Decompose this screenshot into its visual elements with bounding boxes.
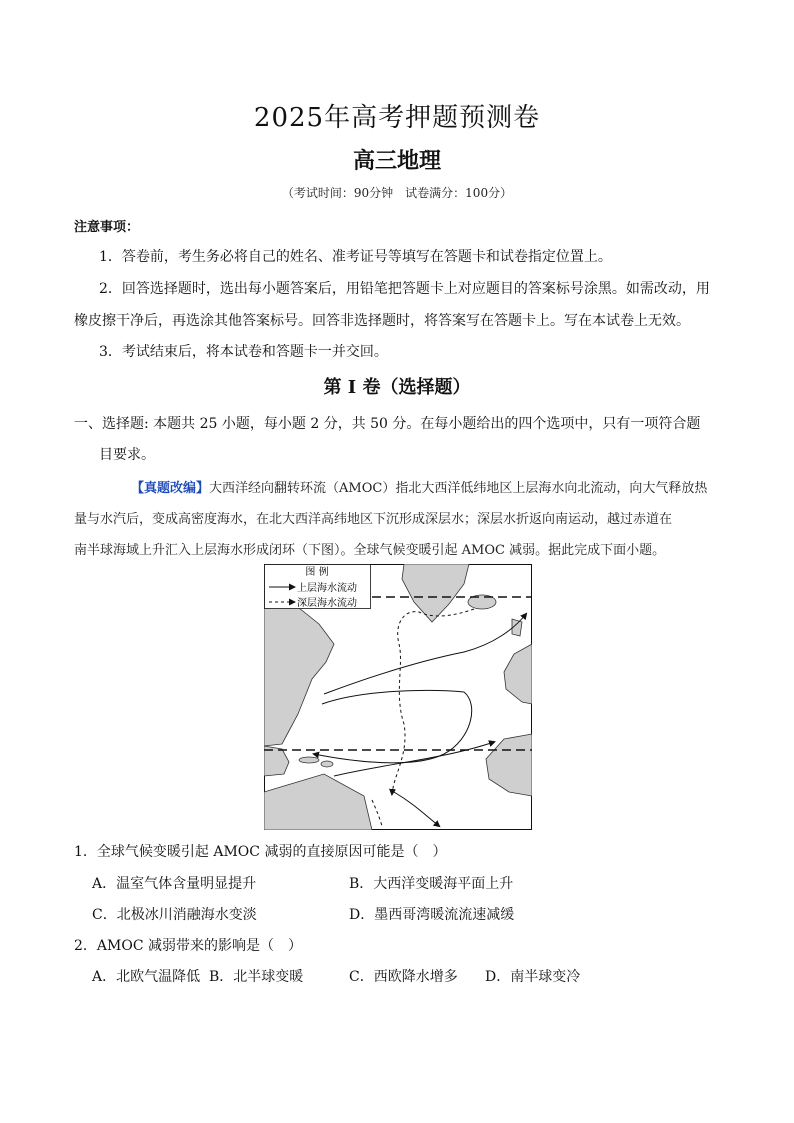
question-1-option-c: C．北极冰川消融海水变淡 xyxy=(92,907,257,923)
caribbean-island xyxy=(299,757,319,763)
question-1-option-a: A．温室气体含量明显提升 xyxy=(92,876,257,892)
question-2-option-b: B．北半球变暖 xyxy=(209,969,304,985)
question-1-option-d: D．墨西哥湾暖流流速减缓 xyxy=(349,907,515,923)
passage-line-3: 南半球海域上升汇入上层海水形成闭环（下图）。全球气候变暖引起 AMOC 减弱。据此完成下面小题。 xyxy=(74,543,666,558)
section-title: 第 I 卷（选择题） xyxy=(323,377,471,398)
passage-line-2: 量与水汽后，变成高密度海水，在北大西洋高纬地区下沉形成深层水；深层水折返向南运动，越过赤道在 xyxy=(74,512,673,527)
question-2-option-d: D．南半球变冷 xyxy=(485,969,581,985)
section-instruction: 一、选择题: 本题共 25 小题，每小题 2 分，共 50 分。在每小题给出的四个选项中，只有一项符合题 xyxy=(74,416,701,432)
notice-item-1: 1．答卷前，考生务必将自己的姓名、准考证号等填写在答题卡和试卷指定位置上。 xyxy=(99,249,612,265)
passage-line-1 xyxy=(131,477,707,496)
amoc-map xyxy=(264,564,532,830)
time-info: （考试时间：90分钟 试卷满分：100分） xyxy=(281,186,513,200)
section-instruction-cont: 目要求。 xyxy=(99,447,155,463)
question-1-option-b: B．大西洋变暖海平面上升 xyxy=(349,876,514,892)
notice-heading: 注意事项： xyxy=(74,220,140,235)
notice-item-2: 2．回答选择题时，选出每小题答案后，用铅笔把答题卡上对应题目的答案标号涂黑。如需改动，用 xyxy=(99,281,710,297)
notice-item-3: 3．考试结束后，将本试卷和答题卡一并交回。 xyxy=(99,344,388,360)
caribbean-island xyxy=(321,761,333,767)
legend-title: 图 例 xyxy=(305,567,329,578)
exam-title: 2025年高考押题预测卷 xyxy=(253,103,541,133)
passage-tag: 【真题改编】 xyxy=(131,481,210,496)
question-2-stem: 2．AMOC 减弱带来的影响是（ ） xyxy=(74,938,302,954)
question-2-option-c: C．西欧降水增多 xyxy=(349,969,458,985)
passage-text-1: 大西洋经向翻转环流（AMOC）指北大西洋低纬地区上层海水向北流动，向大气释放热 xyxy=(209,481,708,496)
exam-subtitle: 高三地理 xyxy=(352,148,441,174)
legend-upper-label: 上层海水流动 xyxy=(297,583,357,594)
legend-deep-label: 深层海水流动 xyxy=(297,598,357,609)
question-1-stem: 1．全球气候变暖引起 AMOC 减弱的直接原因可能是（ ） xyxy=(74,844,447,860)
question-2-option-a: A．北欧气温降低 xyxy=(92,969,201,985)
notice-item-2-cont: 橡皮擦干净后，再选涂其他答案标号。回答非选择题时，将答案写在答题卡上。写在本试卷上无效。 xyxy=(74,313,690,329)
